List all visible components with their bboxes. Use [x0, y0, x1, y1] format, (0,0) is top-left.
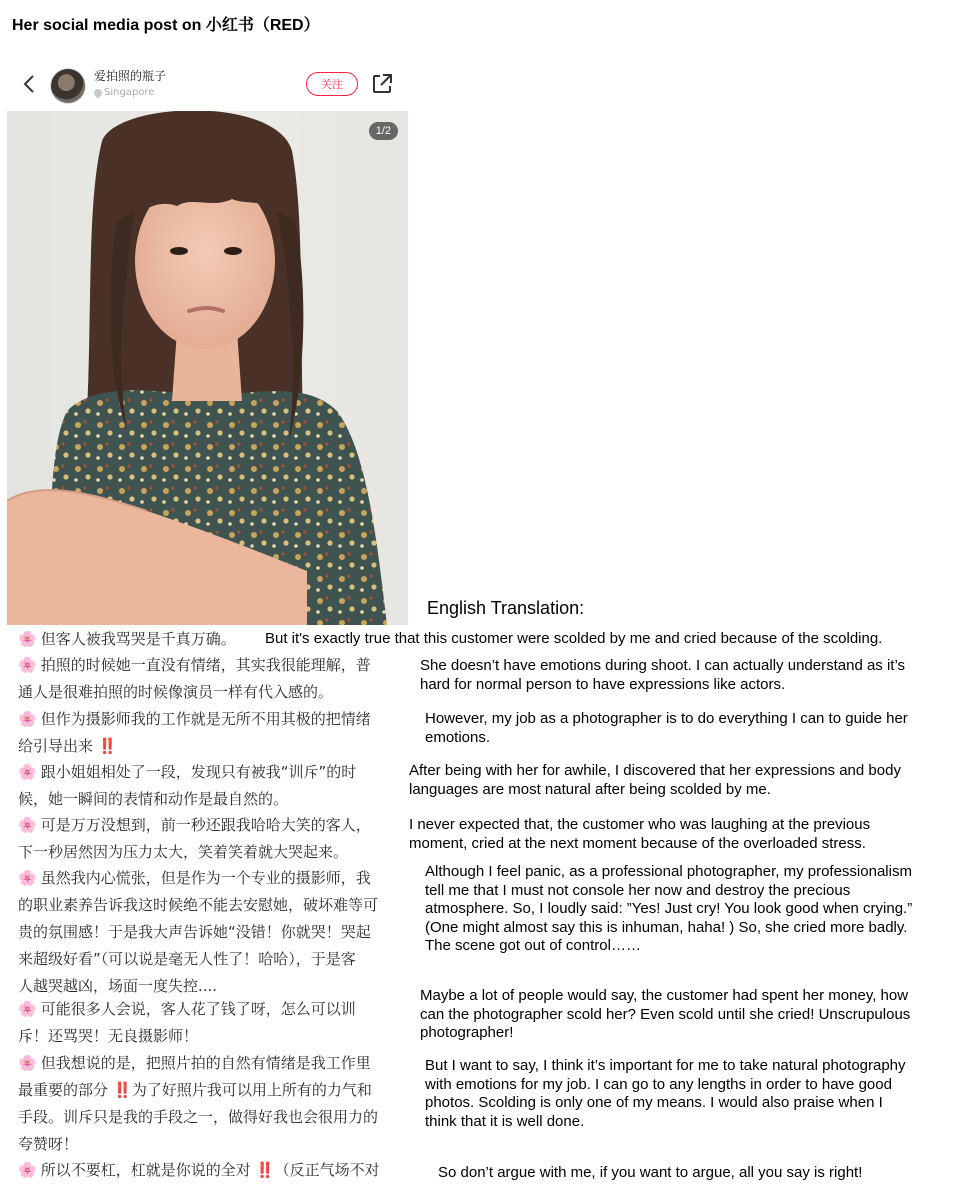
user-location	[94, 87, 154, 98]
zh-line: 的职业素养告诉我这时候绝不能去安慰她，破坏难等可	[18, 896, 379, 914]
zh-line: 可能很多人会说，客人花了钱了呀，怎么可以训	[40, 1000, 356, 1018]
double-exclamation-icon: ‼️	[108, 1081, 132, 1099]
zh-line: 贵的氛围感！于是我大声告诉她“没错！你就哭！哭起	[18, 923, 371, 941]
avatar[interactable]	[50, 68, 86, 104]
zh-line: 所以不要杠，杠就是你说的全对	[40, 1161, 251, 1179]
zh-line: 人越哭越凶，场面一度失控....	[18, 977, 218, 995]
en-line: photographer!	[420, 1024, 514, 1041]
english-paragraph-2	[420, 657, 905, 694]
chinese-paragraph-4	[18, 759, 356, 813]
chevron-left-icon[interactable]	[18, 72, 42, 96]
cherry-blossom-icon: 🌸	[18, 869, 37, 887]
cherry-blossom-icon: 🌸	[18, 763, 37, 781]
en-line: She doesn’t have emotions during shoot. I can actually understand as it’s	[420, 657, 906, 674]
chinese-paragraph-3	[18, 706, 371, 760]
chinese-paragraph-2	[18, 652, 371, 706]
zh-line: 为了好照片我可以用上所有的力气和	[131, 1081, 372, 1099]
zh-line: 手段。训斥只是我的手段之一，做得好我也会很用力的	[18, 1108, 379, 1126]
cherry-blossom-icon: 🌸	[18, 710, 37, 728]
chinese-paragraph-5	[18, 812, 371, 866]
zh-line: 可是万万没想到，前一秒还跟我哈哈大笑的客人，	[40, 816, 371, 834]
english-paragraph-7	[420, 987, 910, 1043]
follow-button[interactable]: 关注	[306, 72, 358, 96]
en-line: So don’t argue with me, if you want to argue, all you say is right!	[438, 1164, 863, 1181]
en-line: Maybe a lot of people would say, the customer had spent her money, how	[420, 987, 909, 1004]
en-line: After being with her for awhile, I discovered that her expressions and body	[409, 762, 901, 779]
page-title: Her social media post on 小红书（RED）	[12, 17, 320, 34]
en-line: (One might almost say this is inhuman, haha! ) So, she cried more badly.	[425, 918, 908, 936]
en-line: I never expected that, the customer who was laughing at the previous	[409, 816, 871, 833]
location-pin-icon	[92, 87, 103, 98]
translation-heading: English Translation:	[427, 598, 585, 618]
english-paragraph-3	[425, 710, 908, 747]
en-line: The scene got out of control……	[425, 937, 641, 954]
en-line: But I want to say, I think it’s important for me to take natural photography	[425, 1057, 906, 1074]
english-paragraph-5	[409, 816, 870, 853]
english-paragraph-9	[438, 1164, 862, 1183]
zh-line: 但我想说的是，把照片拍的自然有情绪是我工作里	[40, 1054, 371, 1072]
en-line: hard for normal person to have expressions like actors.	[420, 675, 786, 693]
share-icon[interactable]	[370, 72, 394, 96]
en-line: moment, cried at the next moment because of the overloaded stress.	[409, 834, 866, 852]
zh-line: 但作为摄影师我的工作就是无所不用其极的把情绪	[40, 710, 371, 728]
en-line: emotions.	[425, 728, 491, 746]
en-line: However, my job as a photographer is to do everything I can to guide her	[425, 710, 908, 727]
zh-line: （反正气场不对	[274, 1161, 380, 1179]
english-paragraph-4	[409, 762, 901, 799]
cherry-blossom-icon: 🌸	[18, 630, 37, 648]
en-line: can the photographer scold her? Even scold until she cried! Unscrupulous	[420, 1005, 911, 1023]
english-paragraph-8	[425, 1057, 906, 1131]
zh-line: 下一秒居然因为压力太大，笑着笑着就大哭起来。	[18, 843, 349, 861]
en-line: languages are most natural after being scolded by me.	[409, 780, 771, 798]
en-line: photos. Scolding is only one of my means. I would also praise when I	[425, 1094, 883, 1111]
chinese-paragraph-7	[18, 996, 356, 1050]
user-name[interactable]: 爱拍照的瓶子	[94, 69, 167, 83]
cherry-blossom-icon: 🌸	[18, 1000, 37, 1018]
double-exclamation-icon: ‼️	[250, 1161, 275, 1179]
cherry-blossom-icon: 🌸	[18, 1054, 37, 1072]
en-line: tell me that I must not console her now and destroy the precious	[425, 881, 851, 899]
chinese-paragraph-6	[18, 865, 378, 1000]
zh-line: 通人是很难拍照的时候像演员一样有代入感的。	[18, 683, 334, 701]
en-line: atmosphere. So, I loudly said: ”Yes! Just cry! You look good when crying.”	[425, 900, 913, 917]
location-label: Singapore	[104, 87, 155, 98]
chinese-paragraph-1	[18, 626, 236, 653]
cherry-blossom-icon: 🌸	[18, 1161, 37, 1179]
photo-counter: 1/2	[369, 122, 398, 140]
en-line: think that it is well done.	[425, 1112, 585, 1130]
double-exclamation-icon: ‼️	[93, 737, 117, 755]
en-line: But it's exactly true that this customer were scolded by me and cried because of the scolding.	[265, 630, 883, 647]
cherry-blossom-icon: 🌸	[18, 656, 37, 674]
zh-line: 最重要的部分	[18, 1081, 109, 1099]
zh-line: 跟小姐姐相处了一段，发现只有被我“训斥”的时	[40, 763, 357, 781]
portrait-illustration	[7, 111, 408, 625]
zh-line: 来超级好看”（可以说是毫无人性了！哈哈），于是客	[18, 950, 356, 968]
en-line: Although I feel panic, as a professional photographer, my professionalism	[425, 863, 912, 880]
english-paragraph-6	[425, 863, 912, 956]
chinese-paragraph-9	[18, 1157, 380, 1184]
zh-line: 但客人被我骂哭是千真万确。	[40, 630, 236, 648]
post-photo[interactable]	[7, 111, 408, 625]
en-line: with emotions for my job. I can go to any lengths in order to have good	[425, 1075, 892, 1093]
zh-line: 虽然我内心慌张，但是作为一个专业的摄影师，我	[40, 869, 371, 887]
zh-line: 给引导出来	[18, 737, 94, 755]
zh-line: 候，她一瞬间的表情和动作是最自然的。	[18, 790, 289, 808]
cherry-blossom-icon: 🌸	[18, 816, 37, 834]
zh-line: 夸赞呀！	[18, 1135, 79, 1153]
zh-line: 拍照的时候她一直没有情绪，其实我很能理解，普	[40, 656, 371, 674]
english-paragraph-1	[265, 630, 882, 649]
zh-line: 斥！还骂哭！无良摄影师！	[18, 1027, 199, 1045]
chinese-paragraph-8	[18, 1050, 378, 1158]
